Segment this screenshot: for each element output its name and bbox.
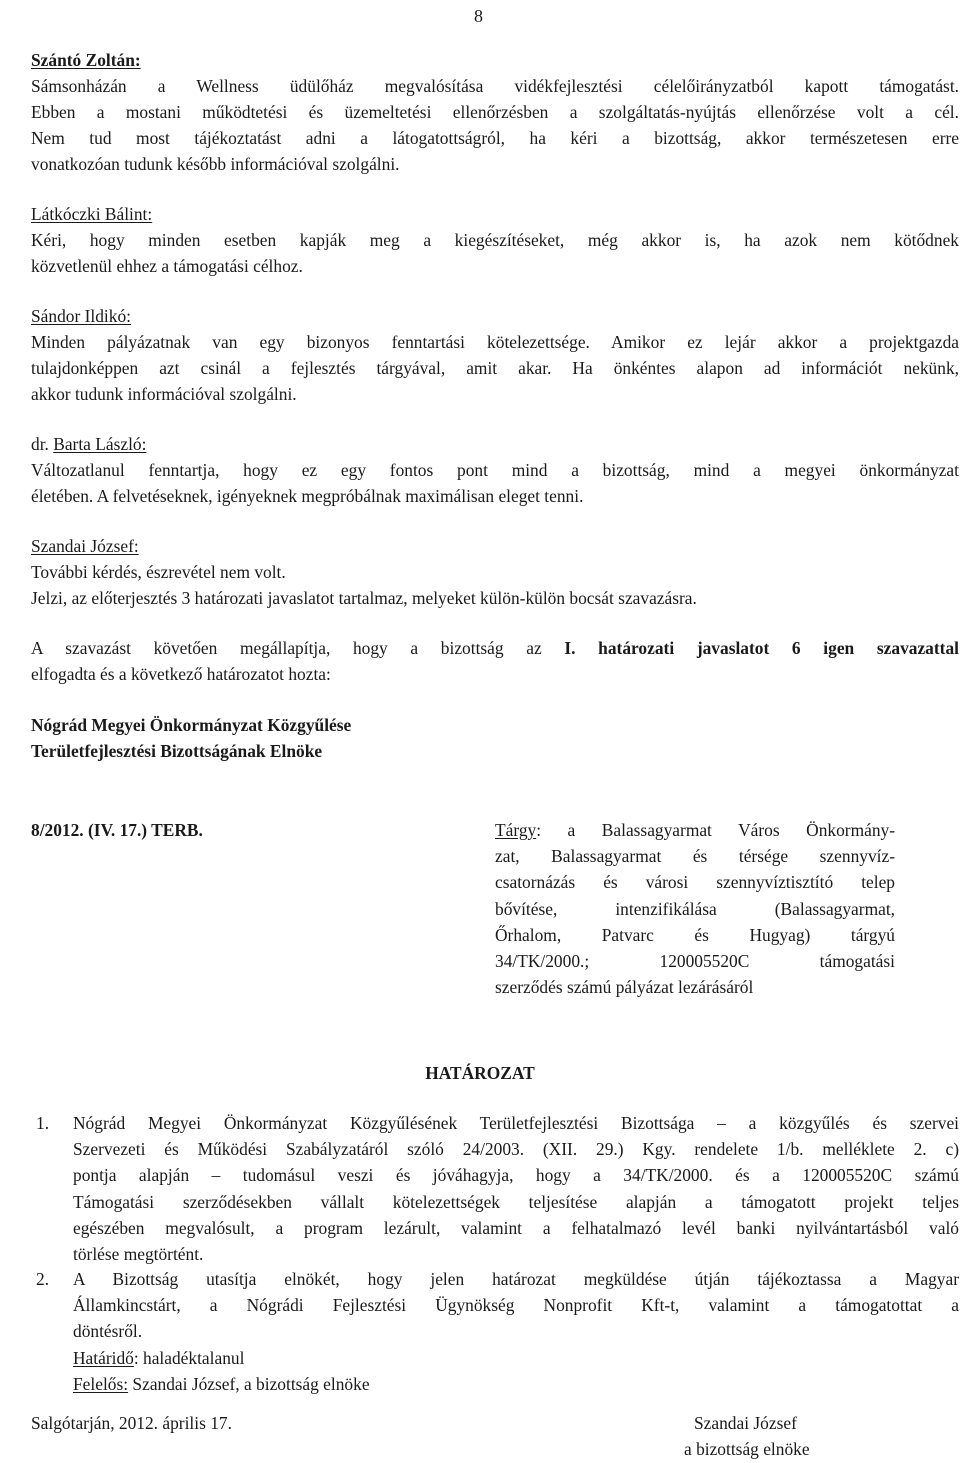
- item-number: 1.: [36, 1113, 50, 1133]
- subject-line-6: 34/TK/2000.; 120005520C támogatási: [495, 951, 895, 972]
- vote-line-1: [31, 635, 959, 661]
- subject-line-7: szerződés számú pályázat lezárásáról: [495, 977, 754, 998]
- speech1-line-2: Ebben a mostani működtetési és üzemeltetési ellenőrzésben a szolgáltatás-nyújtás ellenőrzése volt a cél.: [31, 102, 959, 122]
- resolution-subject: [495, 817, 895, 1000]
- body-name-line-1: Nógrád Megyei Önkormányzat Közgyűlése: [31, 715, 352, 735]
- speaker-name: Barta László:: [53, 434, 147, 454]
- speaker-barta: [31, 431, 146, 457]
- subject-line-3: csatornázás és városi szennyvíztisztító telep: [495, 872, 895, 893]
- signatory-title: a bizottság elnöke: [684, 1439, 810, 1459]
- signatory-name: Szandai József: [694, 1413, 797, 1433]
- speech3-line-1: Minden pályázatnak van egy bizonyos fenntartási kötelezettsége. Amikor ez lejár akkor a projektgazda: [31, 332, 959, 352]
- speaker-szanto: Szántó Zoltán:: [31, 50, 141, 70]
- item-body: A Bizottság utasítja elnökét, hogy jelen határozat megküldése útján tájékoztassa a Magyar Államkincstárt, a Nógrádi Fejlesztési Ügynökség Nonprofit Kft-t, valamint a támogatottat a döntésről. Határidő: haladéktalanul Felelős: Szandai József, a bizottság elnöke: [73, 1266, 959, 1397]
- speech4-line-1: Változatlanul fenntartja, hogy ez egy fontos pont mind a bizottság, mind a megyei önkormányzat: [31, 460, 959, 480]
- subject-line-1: Tárgy: a Balassagyarmat Város Önkormány-: [495, 820, 895, 840]
- speaker-latkoczki: Látkóczki Bálint:: [31, 204, 153, 224]
- responsible-label: Felelős:: [73, 1373, 129, 1394]
- subject-line-5: Őrhalom, Patvarc és Hugyag) tárgyú: [495, 924, 895, 945]
- speaker-sandor: Sándor Ildikó:: [31, 306, 131, 326]
- resolution-heading: HATÁROZAT: [425, 1063, 535, 1083]
- responsible-line: [73, 1371, 959, 1397]
- speech3-line-3: akkor tudunk információval szolgálni.: [31, 384, 297, 404]
- speech5-line-1: További kérdés, észrevétel nem volt.: [31, 562, 286, 582]
- resolution-number: 8/2012. (IV. 17.) TERB.: [31, 820, 203, 840]
- item-body: Nógrád Megyei Önkormányzat Közgyűlésének Területfejlesztési Bizottsága – a közgyűlés és szervei Szervezeti és Működési Szabályzatáról szóló 24/2003. (XII. 29.) Kgy. rendelete 1/b. melléklete 2. c) pontja alapján – tudomásul veszi és jóváhagyja, hogy a 34/TK/2000. és a 120005520C számú Támogatási szerződésekben vállalt kötelezettségek teljesítése alapján a támogatott projekt teljes egészében megvalósult, a program lezárult, valamint a felhatalmazó levél banki nyilvántartásból való törlése megtörtént.: [73, 1113, 959, 1265]
- subject-line-4: bővítése, intenzifikálása (Balassagyarmat,: [495, 898, 895, 919]
- place-date: Salgótarján, 2012. április 17.: [31, 1413, 232, 1433]
- speech2-line-1: Kéri, hogy minden esetben kapják meg a kiegészítéseket, még akkor is, ha azok nem kötődnek: [31, 230, 959, 250]
- responsible-value: Szandai József, a bizottság elnöke: [128, 1373, 370, 1394]
- body-name-line-2: Területfejlesztési Bizottságának Elnöke: [31, 741, 323, 761]
- subject-label: Tárgy: [495, 820, 537, 840]
- page-number: 8: [474, 6, 483, 26]
- document-page: [31, 0, 959, 1463]
- item-number: 2.: [36, 1269, 50, 1289]
- speech3-line-2: tulajdonképpen azt csinál a fejlesztés tárgyával, amit akar. Ha önkéntes alapon ad információt nekünk,: [31, 358, 959, 378]
- speech5-line-2: Jelzi, az előterjesztés 3 határozati javaslatot tartalmaz, melyeket külön-külön bocsát szavazásra.: [31, 588, 697, 608]
- speech1-line-1: Sámsonházán a Wellness üdülőház megvalósítása vidékfejlesztési célelőirányzatból kapott támogatást.: [31, 76, 959, 96]
- speech2-line-2: közvetlenül ehhez a támogatási célhoz.: [31, 256, 303, 276]
- deadline-value: : haladéktalanul: [133, 1347, 245, 1368]
- speaker-szandai: Szandai József:: [31, 536, 139, 556]
- speech4-line-2: életében. A felvetéseknek, igényeknek megpróbálnak maximálisan eleget tenni.: [31, 486, 584, 506]
- speech1-line-4: vonatkozóan tudunk később információval szolgálni.: [31, 154, 400, 174]
- speaker-prefix: dr.: [31, 434, 54, 454]
- subject-line-2: zat, Balassagyarmat és térsége szennyvíz-: [495, 846, 895, 867]
- vote-line-2: elfogadta és a következő határozatot hozta:: [31, 664, 331, 684]
- speech1-line-3: Nem tud most tájékoztatást adni a látogatottságról, ha kéri a bizottság, akkor természetesen erre: [31, 128, 959, 148]
- vote-result: I. határozati javaslatot 6 igen szavazattal: [564, 638, 959, 658]
- vote-text: A szavazást követően megállapítja, hogy a bizottság az: [31, 638, 565, 658]
- deadline-line: [73, 1345, 959, 1371]
- deadline-label: Határidő: [73, 1347, 134, 1368]
